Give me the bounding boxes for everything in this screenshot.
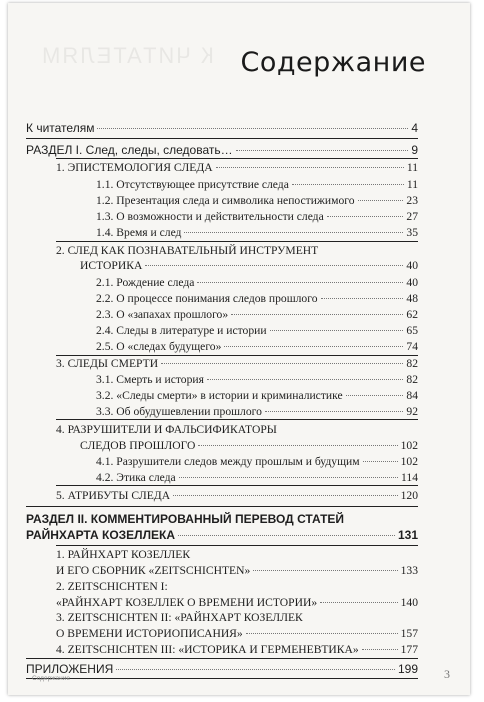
toc-entry-label: 2.1. Рождение следа (96, 276, 195, 289)
toc-entry-2-2[interactable] (96, 292, 418, 305)
toc-entry-label: 2.5. О «следах будущего» (96, 340, 222, 353)
toc-page-number: 131 (397, 528, 418, 542)
toc-entry-to-readers[interactable] (26, 121, 418, 135)
toc-entry-2-5[interactable] (96, 340, 418, 353)
toc-entry-label: РАЗДЕЛ I. След, следы, следовать… (26, 143, 233, 157)
dot-leader (224, 346, 403, 347)
dot-leader (197, 282, 403, 283)
toc-entry-s2-2[interactable] (56, 596, 418, 609)
dot-leader (216, 167, 404, 168)
page-number: 3 (444, 667, 450, 681)
toc-page-number: 4 (411, 121, 418, 135)
divider (56, 158, 418, 159)
toc-entry-label: К читателям (26, 121, 95, 135)
toc-page-number: 40 (406, 276, 418, 289)
dot-leader (358, 200, 404, 201)
toc-entry-1-4[interactable] (96, 226, 418, 239)
toc-entry-label: 1. ЭПИСТЕМОЛОГИЯ СЛЕДА (56, 161, 213, 174)
toc-page-number: 84 (406, 389, 418, 402)
divider (26, 138, 418, 139)
toc-entry-label: 2.3. О «запахах прошлого» (96, 308, 229, 321)
toc-page-number: 102 (400, 439, 418, 452)
toc-entry-label: 4. ZEITSCHICHTEN III: «ИСТОРИКА И ГЕРМЕНЕВТИКА» (56, 643, 359, 656)
dot-leader (363, 461, 398, 462)
toc-entry-s2-4[interactable] (56, 643, 418, 656)
dot-leader (321, 298, 404, 299)
toc-entry-1-1[interactable] (96, 178, 418, 191)
toc-entry-s2-1-line-1[interactable]: 1. РАЙНХАРТ КОЗЕЛЛЕК (56, 548, 191, 561)
dot-leader (178, 535, 395, 536)
dot-leader (327, 216, 404, 217)
dot-leader (179, 477, 398, 478)
toc-page-number: 199 (397, 662, 418, 676)
toc-entry-3-1[interactable] (96, 373, 418, 386)
dot-leader (231, 314, 403, 315)
toc-page-number: 92 (406, 405, 418, 418)
book-page (8, 3, 470, 695)
dot-leader (346, 395, 404, 396)
show-through-text: К ЧИТАТЕЛЯМ (40, 43, 214, 68)
toc-entry-label: 4.2. Этика следа (96, 471, 176, 484)
toc-entry-appendix[interactable] (26, 662, 418, 676)
toc-entry-3-3[interactable] (96, 405, 418, 418)
dot-leader (236, 150, 409, 151)
toc-entry-label: 1.2. Презентация следа и символика непостижимого (96, 194, 355, 207)
toc-entry-chapter-4-line-1[interactable]: 4. РАЗРУШИТЕЛИ И ФАЛЬСИФИКАТОРЫ (56, 423, 277, 436)
toc-entry-section-2[interactable] (26, 528, 418, 542)
toc-page-number: 11 (406, 178, 418, 191)
toc-page-number: 74 (406, 340, 418, 353)
toc-page-number: 177 (400, 643, 418, 656)
toc-page-number: 82 (406, 357, 418, 370)
dot-leader (145, 265, 403, 266)
toc-entry-label: 3.2. «Следы смерти» в истории и криминалистике (96, 389, 343, 402)
divider (56, 241, 418, 242)
page-title: Содержание (240, 47, 426, 78)
toc-entry-label: 2.4. Следы в литературе и истории (96, 324, 267, 337)
toc-page-number: 48 (406, 292, 418, 305)
toc-entry-section-1[interactable] (26, 143, 418, 157)
toc-entry-4-2[interactable] (96, 471, 418, 484)
toc-page-number: 27 (406, 210, 418, 223)
toc-entry-2-3[interactable] (96, 308, 418, 321)
toc-entry-label: СЛЕДОВ ПРОШЛОГО (80, 439, 196, 452)
toc-entry-s2-1[interactable] (56, 564, 418, 577)
toc-entry-s2-2-line-1[interactable]: 2. ZEITSCHICHTEN I: (56, 580, 168, 593)
toc-entry-chapter-4[interactable] (80, 439, 418, 452)
toc-entry-s2-3-line-1[interactable]: 3. ZEITSCHICHTEN II: «РАЙНХАРТ КОЗЕЛЛЕК (56, 611, 303, 624)
toc-entry-s2-3[interactable] (56, 627, 418, 640)
toc-entry-label: 1.4. Время и след (96, 226, 182, 239)
toc-entry-1-3[interactable] (96, 210, 418, 223)
dot-leader (173, 495, 398, 496)
toc-entry-chapter-1[interactable] (56, 161, 418, 174)
toc-entry-3-2[interactable] (96, 389, 418, 402)
toc-entry-2-4[interactable] (96, 324, 418, 337)
toc-entry-label: «РАЙНХАРТ КОЗЕЛЛЕК О ВРЕМЕНИ ИСТОРИИ» (56, 596, 318, 609)
toc-page-number: 120 (400, 489, 418, 502)
dot-leader (198, 445, 397, 446)
dot-leader (97, 128, 408, 129)
divider (26, 658, 418, 659)
toc-entry-label: ИСТОРИКА (80, 259, 143, 272)
toc-entry-1-2[interactable] (96, 194, 418, 207)
toc-entry-label: О ВРЕМЕНИ ИСТОРИОПИСАНИЯ» (56, 627, 243, 640)
dot-leader (184, 232, 403, 233)
toc-entry-label: РАЙНХАРТА КОЗЕЛЛЕКА (26, 528, 176, 542)
toc-entry-chapter-3[interactable] (56, 357, 418, 370)
dot-leader (253, 570, 397, 571)
dot-leader (207, 379, 404, 380)
toc-page-number: 82 (406, 373, 418, 386)
toc-entry-label: 3.1. Смерть и история (96, 373, 204, 386)
toc-entry-chapter-2[interactable] (80, 259, 418, 272)
toc-page-number: 140 (400, 596, 418, 609)
toc-page-number: 9 (411, 143, 418, 157)
toc-page-number: 65 (406, 324, 418, 337)
toc-entry-4-1[interactable] (96, 455, 418, 468)
dot-leader (265, 411, 404, 412)
toc-entry-label: ПРИЛОЖЕНИЯ (26, 662, 114, 676)
toc-entry-chapter-2-line-1[interactable]: 2. СЛЕД КАК ПОЗНАВАТЕЛЬНЫЙ ИНСТРУМЕНТ (56, 244, 319, 257)
dot-leader (292, 184, 404, 185)
toc-entry-label: 3. СЛЕДЫ СМЕРТИ (56, 357, 159, 370)
divider (26, 506, 418, 507)
toc-entry-label: 5. АТРИБУТЫ СЛЕДА (56, 489, 171, 502)
toc-entry-label: И ЕГО СБОРНИК «ZEITSCHICHTEN» (56, 564, 251, 577)
dot-leader (246, 633, 398, 634)
divider (56, 419, 418, 420)
toc-entry-2-1[interactable] (96, 276, 418, 289)
toc-entry-label: 4.1. Разрушители следов между прошлым и будущим (96, 455, 360, 468)
dot-leader (161, 363, 403, 364)
toc-page-number: 23 (406, 194, 418, 207)
toc-page-number: 11 (406, 161, 418, 174)
toc-entry-section-2-line-1[interactable]: РАЗДЕЛ II. КОММЕНТИРОВАННЫЙ ПЕРЕВОД СТАТЕЙ (26, 512, 345, 526)
divider (56, 355, 418, 356)
toc-page-number: 114 (401, 471, 418, 484)
divider (56, 545, 418, 546)
dot-leader (116, 669, 395, 670)
toc-page-number: 62 (406, 308, 418, 321)
toc-entry-chapter-5[interactable] (56, 489, 418, 502)
toc-entry-label: 2.2. О процессе понимания следов прошлого (96, 292, 318, 305)
dot-leader (320, 602, 397, 603)
running-head: Содержание (32, 675, 70, 682)
toc-entry-label: 3.3. Об обудушевлении прошлого (96, 405, 262, 418)
dot-leader (362, 649, 398, 650)
toc-page-number: 40 (406, 259, 418, 272)
divider (56, 485, 418, 486)
divider (26, 678, 418, 679)
dot-leader (270, 330, 404, 331)
toc-page-number: 102 (400, 455, 418, 468)
toc-entry-label: 1.1. Отсутствующее присутствие следа (96, 178, 289, 191)
toc-entry-label: 1.3. О возможности и действительности следа (96, 210, 324, 223)
toc-page-number: 133 (400, 564, 418, 577)
toc-page-number: 35 (406, 226, 418, 239)
toc-page-number: 157 (400, 627, 418, 640)
